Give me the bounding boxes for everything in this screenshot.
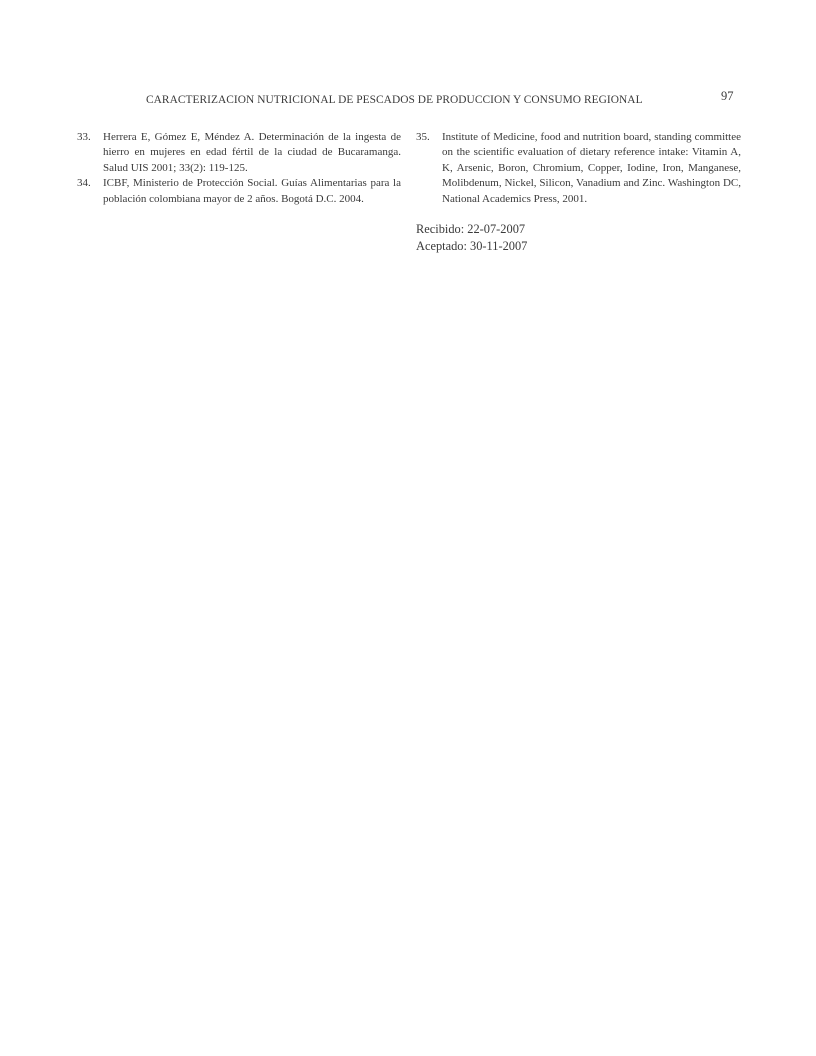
reference-text: Institute of Medicine, food and nutrition board, standing committee on the scientific evaluation of dietary reference intake: Vitamin A, K, Arsenic, Boron, Chromium, Copper, Iodine, Iron, Manganese, Molibdenum, Nickel, Silicon, Vanadium and Zinc. Washington DC, National Academics Press, 2001.	[442, 131, 741, 205]
reference-number: 34.	[77, 177, 91, 190]
reference-text: Herrera E, Gómez E, Méndez A. Determinación de la ingesta de hierro en mujeres en edad fértil de la ciudad de Bucaramanga. Salud UIS 2001; 33(2): 119-125.	[103, 131, 401, 174]
references-right-column	[416, 130, 741, 254]
received-date: Recibido: 22-07-2007	[416, 222, 526, 237]
reference-number: 33.	[77, 131, 91, 143]
reference-item	[77, 130, 401, 176]
article-dates	[416, 221, 741, 254]
reference-text: ICBF, Ministerio de Protección Social. Guías Alimentarias para la población colombiana mayor de 2 años. Bogotá D.C. 2004.	[103, 177, 401, 205]
reference-item	[416, 130, 741, 207]
accepted-date: Aceptado: 30-11-2007	[416, 238, 528, 253]
running-head: CARACTERIZACION NUTRICIONAL DE PESCADOS DE PRODUCCION Y CONSUMO REGIONAL	[146, 94, 643, 106]
references-left-column	[77, 130, 401, 207]
page-number: 97	[721, 89, 734, 103]
reference-item	[77, 176, 401, 207]
reference-number: 35.	[416, 131, 430, 143]
